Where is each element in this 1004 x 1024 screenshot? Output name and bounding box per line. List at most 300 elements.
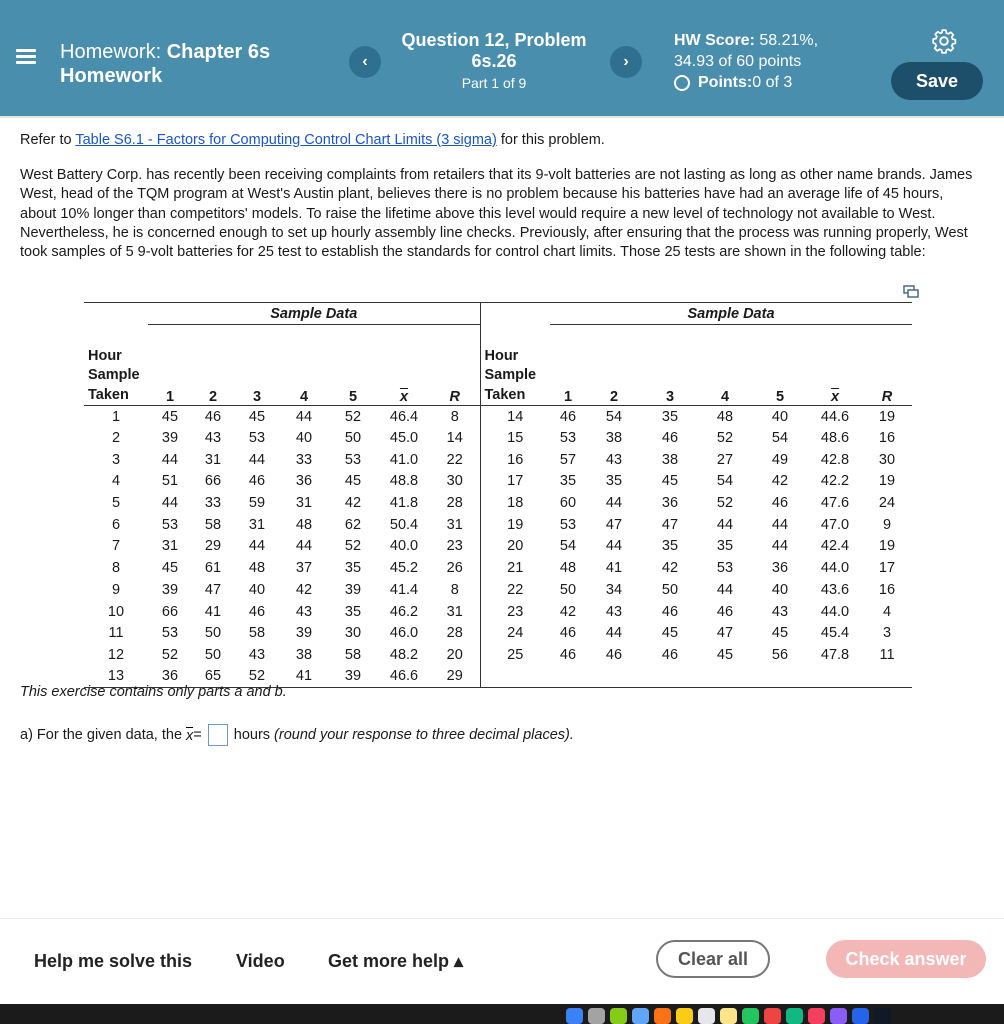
data-cell: 42 [344,495,362,512]
data-cell: 45 [248,408,266,425]
data-cell: 46 [605,646,623,663]
data-cell: 48.8 [389,473,419,490]
sample-data-header-left: Sample Data [148,303,480,325]
data-cell: 40 [295,430,313,447]
data-cell: 40 [771,408,789,425]
table-row [84,601,912,623]
data-cell: 41 [204,603,222,620]
data-cell: 45 [161,408,179,425]
data-cell: 41.0 [389,451,419,468]
dock-icons [566,1008,896,1024]
points-status-icon [674,75,690,91]
data-cell: 50 [559,581,577,598]
data-cell: 35 [559,473,577,490]
column-header: 4 [299,389,309,405]
data-cell: 44 [771,538,789,555]
data-cell: 53 [161,516,179,533]
hour-cell: 4 [111,473,121,490]
data-cell: 22 [446,451,463,468]
data-cell: 54 [771,430,789,447]
copy-table-icon[interactable] [903,285,919,299]
next-question-button[interactable]: › [610,46,642,78]
data-cell: 53 [161,625,179,642]
settings-gear-icon[interactable] [931,28,957,54]
data-cell [808,666,862,688]
video-button[interactable]: Video [236,951,285,971]
column-header: 5 [775,389,785,405]
data-cell: 45 [661,625,679,642]
data-cell: 35 [661,408,679,425]
refer-prefix: Refer to [20,132,76,148]
data-cell: 48.6 [820,430,850,447]
dock-app-icon[interactable] [830,1008,847,1024]
data-cell: 43 [771,603,789,620]
data-cell: 48 [559,560,577,577]
data-cell: 44 [605,538,623,555]
refer-line [20,132,605,148]
data-cell: 44 [716,581,734,598]
data-cell: 23 [446,538,463,555]
column-header: 2 [609,389,619,405]
data-cell: 9 [882,516,892,533]
table-s6-1-link[interactable]: Table S6.1 - Factors for Computing Control Chart Limits (3 sigma) [75,132,497,148]
hour-cell: 8 [111,560,121,577]
data-cell: 31 [295,495,313,512]
dock-app-icon[interactable] [764,1008,781,1024]
table-row [84,644,912,666]
question-title: Question 12, Problem 6s.26 [401,30,587,71]
data-cell: 48 [716,408,734,425]
column-header: $\overline{x}$ [830,389,840,405]
data-cell: 48 [295,516,313,533]
data-cell: 53 [248,430,266,447]
data-cell: 46 [559,408,577,425]
data-cell: 50 [204,625,222,642]
data-cell: 11 [879,646,895,663]
hour-cell: 18 [480,492,550,514]
hour-cell: 1 [111,408,121,425]
hour-cell: 13 [107,668,125,685]
data-cell: 43 [605,603,623,620]
data-cell: 31 [446,516,463,533]
hour-header-line: Sample [484,367,537,383]
data-cell: 36 [661,495,679,512]
data-cell: 46 [661,430,679,447]
data-cell: 47 [605,516,623,533]
exercise-note: This exercise contains only parts a and b. [20,684,287,700]
hour-cell: 24 [480,622,550,644]
data-cell: 44 [605,625,623,642]
data-cell: 52 [248,668,266,685]
part-a-hint: (round your response to three decimal places). [274,727,574,743]
data-cell: 47 [716,625,734,642]
data-cell: 47.0 [820,516,850,533]
data-cell: 42.8 [820,451,850,468]
dock-app-icon[interactable] [632,1008,649,1024]
data-cell: 48.2 [389,646,419,663]
part-a-equals: = [193,727,202,743]
hour-header-left-top [84,303,148,347]
data-cell: 44 [161,451,179,468]
data-cell [550,666,586,688]
data-cell [752,666,808,688]
data-cell: 58 [344,646,362,663]
data-cell: 46.4 [389,408,419,425]
hour-cell: 10 [107,603,125,620]
table-row [84,406,912,428]
data-cell: 44 [605,495,623,512]
data-cell: 53 [559,516,577,533]
table-row [84,536,912,558]
data-cell [698,666,752,688]
table-row [84,427,912,449]
column-header: 5 [348,389,358,405]
data-cell: 54 [716,473,734,490]
data-cell: 56 [771,646,789,663]
data-cell: 50.4 [389,516,419,533]
sample-data-table [84,302,912,688]
table-row [84,622,912,644]
hour-cell: 11 [108,625,124,642]
data-cell: 44 [295,408,313,425]
data-cell: 38 [605,430,623,447]
part-a-prefix: a) For the given data, the [20,727,183,743]
column-header: 2 [208,389,218,405]
data-cell: 45.2 [389,560,419,577]
column-header: 3 [665,389,675,405]
data-cell: 52 [344,538,362,555]
data-cell: 39 [161,430,179,447]
data-cell: 46 [559,646,577,663]
data-cell: 35 [344,560,362,577]
data-cell: 66 [204,473,222,490]
table-row [84,471,912,493]
data-cell: 46 [661,603,679,620]
data-cell: 28 [446,625,463,642]
data-cell: 44.0 [820,560,850,577]
data-cell: 50 [204,646,222,663]
hour-cell: 7 [111,538,121,555]
data-cell: 39 [295,625,313,642]
data-cell: 41 [295,668,313,685]
column-header: 4 [720,389,730,405]
hour-cell: 2 [111,430,121,447]
hour-cell: 20 [480,536,550,558]
table-row [84,449,912,471]
data-cell: 41.8 [389,495,419,512]
column-header: $\overline{x}$ [399,389,409,405]
data-cell: 16 [878,430,896,447]
dock-app-icon[interactable] [720,1008,737,1024]
data-cell: 45 [716,646,734,663]
data-cell: 46.6 [389,668,419,685]
data-cell: 29 [446,668,463,685]
data-cell: 44 [716,516,734,533]
data-cell: 31 [161,538,179,555]
check-answer-button[interactable]: Check answer [826,940,986,978]
part-a-question [20,724,574,746]
problem-statement: West Battery Corp. has recently been receiving complaints from retailers that its 9-volt batteries are not lasting as long as other name brands. James West, head of the TQM program at West's Austin plant, believes there is no problem because his batteries have had an average life of 45 hours, about 10% longer than competitors' models. To raise the lifetime above this level would require a new level of technology not available to West. Nevertheless, he is concerned enough to set up hourly assembly line checks. Previously, after ensuring that the process was running properly, West took samples of 5 9-volt batteries for 25 test to establish the standards for control chart limits. Those 25 tests are shown in the following table: [20,167,973,261]
data-cell: 46 [248,603,266,620]
hour-cell: 14 [480,406,550,428]
x-double-bar-answer-input[interactable] [208,724,228,746]
table-row [84,514,912,536]
column-header: R [449,389,460,405]
get-more-help-button[interactable]: Get more help ▴ [328,951,464,971]
points-total: 34.93 of 60 points [674,53,802,70]
data-cell: 46 [204,408,222,425]
data-cell: 57 [559,451,577,468]
data-cell [642,666,698,688]
column-header: R [881,389,893,405]
sample-data-header-right: Sample Data [550,303,912,325]
data-cell: 30 [344,625,362,642]
data-cell: 61 [204,560,222,577]
dock-app-icon[interactable] [588,1008,605,1024]
hour-cell: 17 [480,471,550,493]
data-cell: 31 [248,516,266,533]
data-cell: 46 [771,495,789,512]
data-cell: 43 [248,646,266,663]
data-cell: 35 [661,538,679,555]
hour-cell: 25 [480,644,550,666]
data-cell: 54 [605,408,623,425]
hour-cell: 19 [480,514,550,536]
data-cell: 49 [771,451,789,468]
data-cell: 43 [295,603,313,620]
data-cell: 47.6 [820,495,850,512]
data-cell: 8 [450,408,459,425]
part-a-unit: hours [233,727,271,743]
data-cell: 31 [446,603,463,620]
data-cell: 46 [248,473,266,490]
hw-score-value: 58.21%, [754,32,819,49]
data-cell: 50 [661,581,679,598]
data-cell: 4 [882,603,892,620]
data-cell: 50 [344,430,362,447]
previous-question-button[interactable]: ‹ [349,46,381,78]
data-cell: 42 [771,473,789,490]
data-cell: 38 [661,451,679,468]
hour-header-line: Taken [88,386,129,403]
dock-app-icon[interactable] [610,1008,627,1024]
data-cell: 42.4 [820,538,850,555]
data-cell: 33 [204,495,222,512]
data-cell: 28 [446,495,463,512]
data-cell: 37 [295,560,313,577]
hour-header-line: Sample [88,367,140,383]
data-cell: 44.0 [820,603,850,620]
data-cell: 47 [661,516,679,533]
question-info [392,30,596,93]
data-cell: 46.0 [389,625,419,642]
data-cell: 46 [716,603,734,620]
hour-cell: 3 [111,451,121,468]
data-cell: 43 [605,451,623,468]
data-cell: 30 [446,473,463,490]
data-cell: 44.6 [820,408,850,425]
data-cell: 47.8 [820,646,850,663]
hour-cell: 21 [480,557,550,579]
data-cell: 48 [248,560,266,577]
hour-cell: 16 [480,449,550,471]
data-cell: 46 [559,625,577,642]
data-cell: 59 [248,495,266,512]
hour-cell: 5 [111,495,121,512]
hour-cell: 23 [480,601,550,623]
homework-chapter: Chapter 6s [166,41,271,63]
hour-cell [480,666,550,688]
data-cell: 58 [204,516,222,533]
hour-sample-taken-header [480,347,550,406]
table-row [84,557,912,579]
data-cell: 3 [882,625,892,642]
data-cell: 34 [605,581,623,598]
dock-app-icon[interactable] [654,1008,671,1024]
data-cell: 19 [878,408,896,425]
data-cell: 52 [344,408,362,425]
hour-header-line: Hour [88,347,122,364]
data-cell: 42 [559,603,577,620]
clear-all-button[interactable]: Clear all [656,940,770,978]
data-cell: 45 [344,473,362,490]
data-cell: 40.0 [389,538,419,555]
data-cell [862,666,912,688]
data-cell: 31 [204,451,222,468]
data-cell: 43.6 [820,581,850,598]
data-cell: 43 [204,430,222,447]
data-cell: 41.4 [389,581,419,598]
hour-cell: 12 [107,646,125,663]
hour-header-line: Taken [484,386,526,403]
data-cell: 39 [344,668,362,685]
data-cell: 20 [446,646,463,663]
x-double-bar-symbol: x [186,727,194,744]
points-label: Points: [698,74,753,91]
hour-sample-taken-header [84,347,148,406]
data-cell: 36 [771,560,789,577]
hour-cell: 15 [480,427,550,449]
help-me-solve-button[interactable]: Help me solve this [34,951,193,971]
data-cell: 36 [161,668,179,685]
data-cell: 62 [344,516,362,533]
data-cell: 14 [446,430,463,447]
data-cell [586,666,642,688]
data-cell: 60 [559,495,577,512]
data-cell: 35 [716,538,734,555]
data-cell: 46.2 [389,603,419,620]
data-cell: 16 [878,581,896,598]
data-cell: 26 [446,560,463,577]
column-header: 1 [563,389,573,405]
menu-icon[interactable] [14,46,38,70]
data-cell: 38 [295,646,313,663]
data-cell: 30 [878,451,896,468]
dock-app-icon[interactable] [676,1008,693,1024]
data-cell: 41 [605,560,623,577]
data-cell: 8 [450,581,459,598]
data-cell: 24 [878,495,896,512]
data-cell: 44 [248,451,266,468]
data-cell: 35 [344,603,362,620]
data-cell: 53 [344,451,362,468]
hour-cell: 6 [111,516,121,533]
data-cell: 44 [248,538,266,555]
homework-line2: Homework [60,65,163,87]
data-cell: 45.0 [389,430,419,447]
dock-app-icon[interactable] [808,1008,825,1024]
dock-app-icon[interactable] [852,1008,869,1024]
hw-score-label: HW Score: [674,32,755,49]
hour-header-line: Hour [484,347,519,364]
dock-app-icon[interactable] [874,1008,891,1024]
data-cell: 47 [204,581,222,598]
data-cell: 44 [161,495,179,512]
data-cell: 45 [661,473,679,490]
refer-suffix: for this problem. [496,132,605,148]
data-cell: 58 [248,625,266,642]
points-value: 0 of 3 [752,74,793,91]
header-bar [0,0,1004,118]
dock-app-icon[interactable] [566,1008,583,1024]
data-cell: 33 [295,451,313,468]
data-cell: 52 [161,646,179,663]
data-cell: 19 [878,538,896,555]
data-cell: 39 [344,581,362,598]
data-cell: 29 [204,538,222,555]
data-cell: 45 [771,625,789,642]
data-cell: 53 [716,560,734,577]
data-cell: 42 [295,581,313,598]
data-cell: 51 [161,473,179,490]
data-cell: 66 [161,603,179,620]
data-cell: 35 [605,473,623,490]
data-cell: 52 [716,495,734,512]
dock-app-icon[interactable] [698,1008,715,1024]
table-row [84,579,912,601]
data-cell: 65 [204,668,222,685]
hour-cell: 9 [111,581,121,598]
data-cell: 39 [161,581,179,598]
table-row [84,492,912,514]
column-header: 3 [252,389,262,405]
data-cell: 44 [771,516,789,533]
data-cell: 36 [295,473,313,490]
data-cell: 19 [878,473,896,490]
data-cell: 46 [661,646,679,663]
hour-header-right-top [480,303,550,347]
hour-cell: 22 [480,579,550,601]
dock-app-icon[interactable] [786,1008,803,1024]
score-block [674,30,818,93]
data-cell: 52 [716,430,734,447]
data-cell: 44 [295,538,313,555]
column-header: 1 [165,389,175,405]
data-cell: 42 [661,560,679,577]
data-cell: 45 [161,560,179,577]
question-part: Part 1 of 9 [461,75,527,91]
data-cell: 27 [716,451,734,468]
data-cell: 53 [559,430,577,447]
homework-prefix: Homework: [60,41,167,63]
data-cell: 45.4 [820,625,850,642]
data-cell: 42.2 [820,473,850,490]
dock-app-icon[interactable] [742,1008,759,1024]
data-cell: 40 [248,581,266,598]
homework-title [60,40,330,88]
save-button[interactable]: Save [891,62,983,100]
data-cell: 40 [771,581,789,598]
